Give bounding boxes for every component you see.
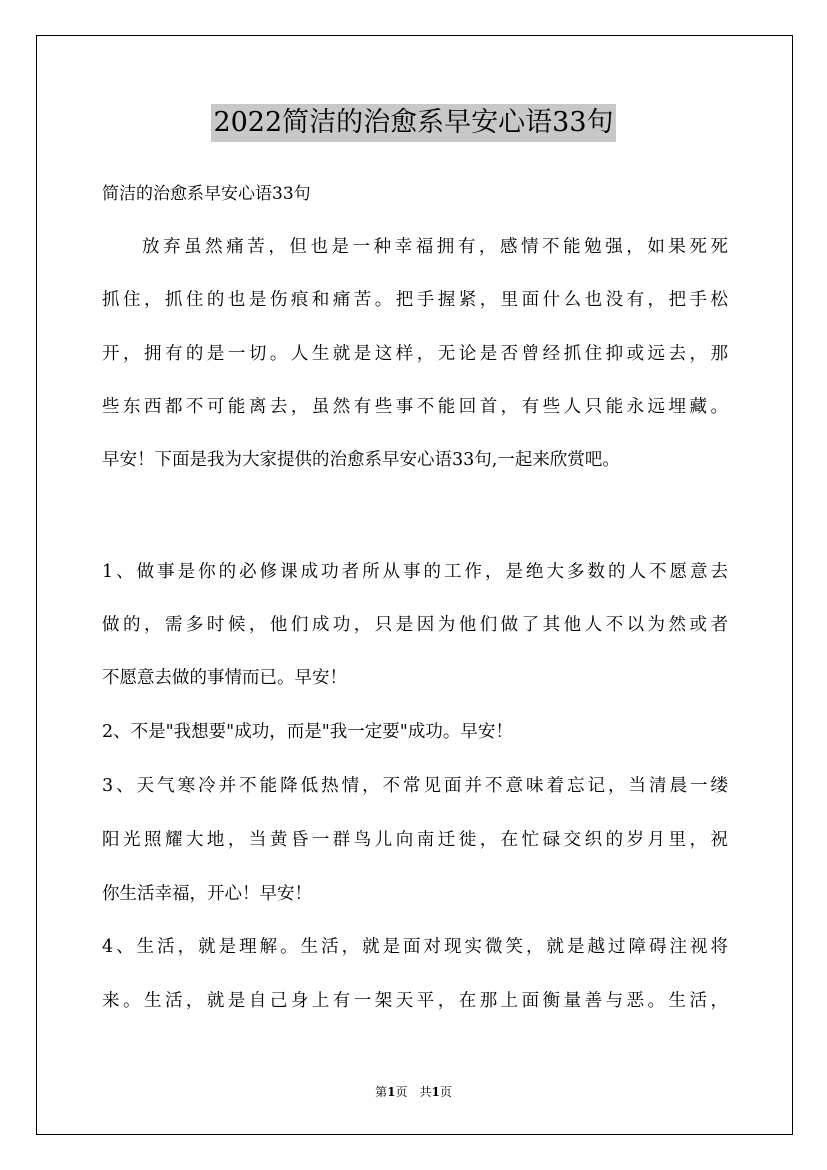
list-item-line: 做的，需多时候，他们成功，只是因为他们做了其他人不以为然或者 xyxy=(102,615,728,635)
list-item-line: 1、做事是你的必修课成功者所从事的工作，是绝大多数的人不愿意去 xyxy=(102,562,728,582)
list-item-line: 2、不是"我想要"成功，而是"我一定要"成功。早安！ xyxy=(102,722,513,742)
footer-mid: 页 共 xyxy=(395,1085,432,1099)
subtitle: 简洁的治愈系早安心语33句 xyxy=(102,184,311,204)
page-total: 1 xyxy=(431,1085,440,1099)
footer-suffix: 页 xyxy=(439,1085,452,1099)
list-item-line: 4、生活，就是理解。生活，就是面对现实微笑，就是越过障碍注视将 xyxy=(102,937,728,957)
intro-line: 早安！下面是我为大家提供的治愈系早安心语33句,一起来欣赏吧。 xyxy=(102,450,620,470)
title-highlight: 2022简洁的治愈系早安心语33句 xyxy=(211,104,615,142)
intro-line: 些东西都不可能离去，虽然有些事不能回首，有些人只能永远埋藏。 xyxy=(102,397,728,417)
document-title xyxy=(0,104,827,142)
footer-prefix: 第 xyxy=(375,1085,388,1099)
list-item-line: 来。生活，就是自己身上有一架天平，在那上面衡量善与恶。生活， xyxy=(102,991,728,1011)
page-current: 1 xyxy=(387,1085,396,1099)
intro-line: 放弃虽然痛苦，但也是一种幸福拥有，感情不能勉强，如果死死 xyxy=(142,237,728,257)
list-item-line: 阳光照耀大地，当黄昏一群鸟儿向南迁徙，在忙碌交织的岁月里，祝 xyxy=(102,830,728,850)
intro-line: 抓住，抓住的也是伤痕和痛苦。把手握紧，里面什么也没有，把手松 xyxy=(102,290,728,310)
list-item-line: 3、天气寒冷并不能降低热情，不常见面并不意味着忘记，当清晨一缕 xyxy=(102,776,728,796)
list-item-line: 你生活幸福，开心！早安！ xyxy=(102,884,312,904)
page-footer xyxy=(0,1084,827,1100)
list-item-line: 不愿意去做的事情而已。早安！ xyxy=(102,668,347,688)
intro-line: 开，拥有的是一切。人生就是这样，无论是否曾经抓住抑或远去，那 xyxy=(102,344,728,364)
